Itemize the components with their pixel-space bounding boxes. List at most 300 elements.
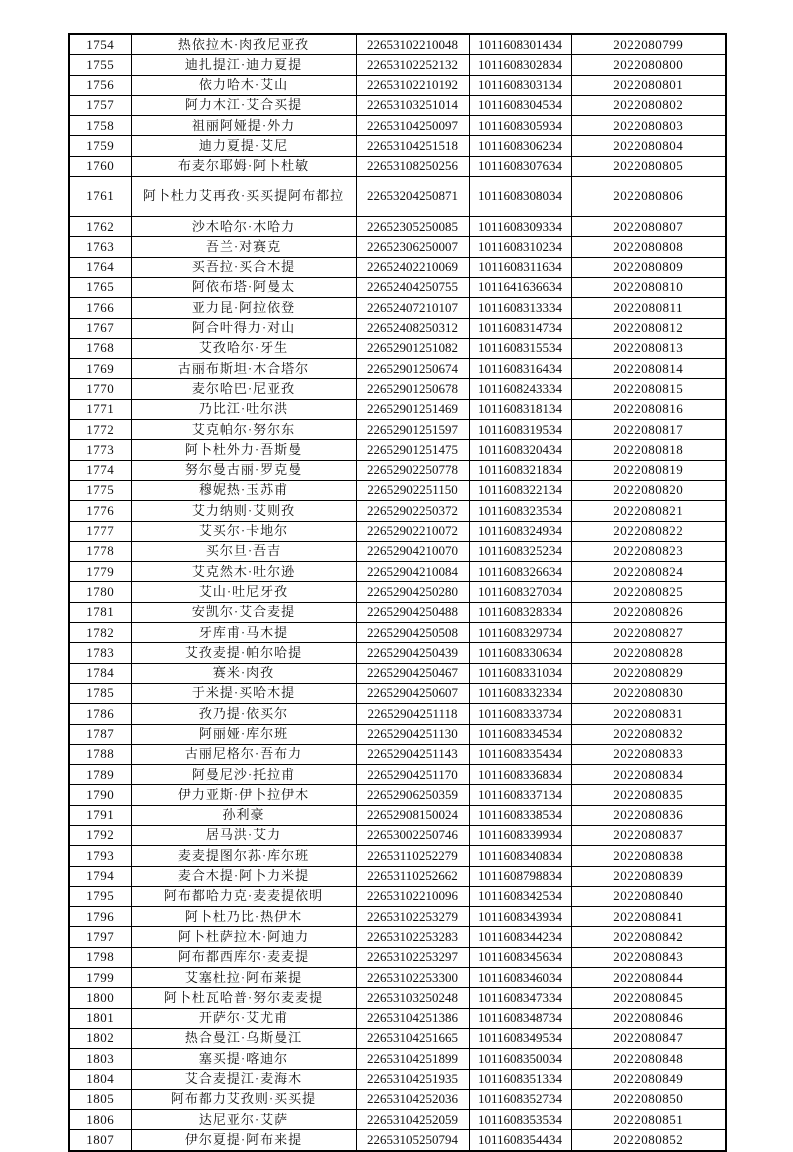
cell-number-b: 1011608342534 — [469, 886, 571, 906]
cell-number-a: 22653103251014 — [356, 95, 469, 115]
cell-number-b: 1011608330634 — [469, 643, 571, 663]
table-row — [69, 95, 726, 115]
cell-number-b: 1011608307634 — [469, 156, 571, 176]
cell-number-b: 1011608353534 — [469, 1110, 571, 1130]
table-row — [69, 623, 726, 643]
cell-number-a: 22653110252662 — [356, 866, 469, 886]
table-row — [69, 886, 726, 906]
cell-number-a: 22652904250508 — [356, 623, 469, 643]
cell-serial: 1795 — [69, 886, 131, 906]
cell-serial: 1799 — [69, 968, 131, 988]
cell-number-c: 2022080835 — [571, 785, 726, 805]
cell-number-c: 2022080816 — [571, 399, 726, 419]
cell-number-a: 22653102253279 — [356, 907, 469, 927]
table-row — [69, 257, 726, 277]
cell-number-b: 1011608315534 — [469, 338, 571, 358]
cell-serial: 1755 — [69, 55, 131, 75]
table-row — [69, 420, 726, 440]
roster-table-body — [69, 34, 726, 1151]
cell-serial: 1804 — [69, 1069, 131, 1089]
cell-number-b: 1011608306234 — [469, 136, 571, 156]
cell-number-b: 1011608331034 — [469, 663, 571, 683]
table-row — [69, 501, 726, 521]
cell-name: 阿卜杜瓦哈普·努尔麦麦提 — [131, 988, 356, 1008]
table-row — [69, 298, 726, 318]
cell-name: 麦合木提·阿卜力米提 — [131, 866, 356, 886]
cell-number-a: 22652305250085 — [356, 217, 469, 237]
cell-number-a: 22653102252132 — [356, 55, 469, 75]
cell-serial: 1760 — [69, 156, 131, 176]
roster-table — [68, 33, 727, 1152]
cell-serial: 1779 — [69, 562, 131, 582]
cell-name: 艾孜哈尔·牙生 — [131, 338, 356, 358]
cell-serial: 1792 — [69, 825, 131, 845]
cell-serial: 1778 — [69, 541, 131, 561]
table-row — [69, 988, 726, 1008]
cell-serial: 1796 — [69, 907, 131, 927]
cell-name: 祖丽阿娅提·外力 — [131, 116, 356, 136]
cell-number-b: 1011608354434 — [469, 1130, 571, 1151]
cell-serial: 1754 — [69, 34, 131, 55]
cell-number-a: 22652902251150 — [356, 480, 469, 500]
cell-number-c: 2022080851 — [571, 1110, 726, 1130]
cell-number-c: 2022080810 — [571, 277, 726, 297]
table-row — [69, 156, 726, 176]
cell-number-a: 22653102253297 — [356, 947, 469, 967]
table-row — [69, 521, 726, 541]
cell-number-c: 2022080813 — [571, 338, 726, 358]
cell-number-b: 1011608329734 — [469, 623, 571, 643]
table-row — [69, 907, 726, 927]
cell-number-a: 22652901250678 — [356, 379, 469, 399]
cell-number-c: 2022080845 — [571, 988, 726, 1008]
cell-number-b: 1011608310234 — [469, 237, 571, 257]
cell-number-a: 22653102210096 — [356, 886, 469, 906]
cell-number-b: 1011608324934 — [469, 521, 571, 541]
cell-number-b: 1011608305934 — [469, 116, 571, 136]
cell-name: 穆妮热·玉苏甫 — [131, 480, 356, 500]
cell-name: 赛米·肉孜 — [131, 663, 356, 683]
table-row — [69, 1130, 726, 1151]
cell-number-a: 22652306250007 — [356, 237, 469, 257]
cell-serial: 1797 — [69, 927, 131, 947]
cell-number-b: 1011608336834 — [469, 765, 571, 785]
cell-number-c: 2022080808 — [571, 237, 726, 257]
cell-number-a: 22653104251518 — [356, 136, 469, 156]
cell-serial: 1775 — [69, 480, 131, 500]
cell-name: 阿卜杜乃比·热伊木 — [131, 907, 356, 927]
cell-number-c: 2022080832 — [571, 724, 726, 744]
cell-number-c: 2022080850 — [571, 1089, 726, 1109]
cell-name: 阿丽娅·库尔班 — [131, 724, 356, 744]
cell-number-b: 1011608328334 — [469, 602, 571, 622]
cell-number-b: 1011608319534 — [469, 420, 571, 440]
table-row — [69, 177, 726, 217]
cell-number-b: 1011608321834 — [469, 460, 571, 480]
cell-name: 艾山·吐尼牙孜 — [131, 582, 356, 602]
cell-serial: 1784 — [69, 663, 131, 683]
cell-number-b: 1011608339934 — [469, 825, 571, 845]
cell-number-c: 2022080829 — [571, 663, 726, 683]
cell-serial: 1757 — [69, 95, 131, 115]
cell-serial: 1758 — [69, 116, 131, 136]
cell-number-a: 22653102253283 — [356, 927, 469, 947]
table-row — [69, 277, 726, 297]
cell-name: 麦尔哈巴·尼亚孜 — [131, 379, 356, 399]
cell-number-c: 2022080849 — [571, 1069, 726, 1089]
cell-serial: 1800 — [69, 988, 131, 1008]
cell-name: 阿力木江·艾合买提 — [131, 95, 356, 115]
cell-name: 亚力昆·阿拉依登 — [131, 298, 356, 318]
cell-number-a: 22653104251386 — [356, 1008, 469, 1028]
cell-name: 阿卜杜力艾再孜·买买提阿布都拉 — [131, 177, 356, 217]
cell-number-a: 22652408250312 — [356, 318, 469, 338]
cell-number-b: 1011608243334 — [469, 379, 571, 399]
cell-name: 艾孜麦提·帕尔哈提 — [131, 643, 356, 663]
cell-name: 迪力夏提·艾尼 — [131, 136, 356, 156]
cell-number-c: 2022080803 — [571, 116, 726, 136]
cell-number-b: 1011608322134 — [469, 480, 571, 500]
cell-number-b: 1011608338534 — [469, 805, 571, 825]
cell-number-a: 22652901250674 — [356, 359, 469, 379]
cell-number-c: 2022080847 — [571, 1028, 726, 1048]
cell-number-a: 22652904250488 — [356, 602, 469, 622]
cell-number-b: 1011608311634 — [469, 257, 571, 277]
table-row — [69, 217, 726, 237]
cell-number-c: 2022080814 — [571, 359, 726, 379]
table-row — [69, 582, 726, 602]
table-row — [69, 704, 726, 724]
cell-name: 牙库甫·马木提 — [131, 623, 356, 643]
table-row — [69, 55, 726, 75]
cell-number-a: 22653104251899 — [356, 1049, 469, 1069]
cell-number-c: 2022080805 — [571, 156, 726, 176]
cell-name: 伊尔夏提·阿布来提 — [131, 1130, 356, 1151]
cell-name: 孜乃提·依买尔 — [131, 704, 356, 724]
cell-name: 热依拉木·肉孜尼亚孜 — [131, 34, 356, 55]
cell-number-b: 1011608302834 — [469, 55, 571, 75]
cell-number-c: 2022080852 — [571, 1130, 726, 1151]
cell-number-c: 2022080833 — [571, 744, 726, 764]
cell-number-b: 1011608318134 — [469, 399, 571, 419]
cell-number-c: 2022080843 — [571, 947, 726, 967]
cell-number-c: 2022080839 — [571, 866, 726, 886]
cell-number-a: 22653104252059 — [356, 1110, 469, 1130]
cell-number-b: 1011608348734 — [469, 1008, 571, 1028]
cell-number-b: 1011641636634 — [469, 277, 571, 297]
cell-serial: 1807 — [69, 1130, 131, 1151]
cell-number-b: 1011608343934 — [469, 907, 571, 927]
cell-name: 于米提·买哈木提 — [131, 683, 356, 703]
cell-number-c: 2022080824 — [571, 562, 726, 582]
cell-number-a: 22653104250097 — [356, 116, 469, 136]
cell-number-a: 22652407210107 — [356, 298, 469, 318]
cell-serial: 1788 — [69, 744, 131, 764]
cell-number-a: 22652904251170 — [356, 765, 469, 785]
cell-name: 吾兰·对赛克 — [131, 237, 356, 257]
cell-number-a: 22652901251475 — [356, 440, 469, 460]
table-row — [69, 75, 726, 95]
table-row — [69, 379, 726, 399]
cell-name: 阿卜杜萨拉木·阿迪力 — [131, 927, 356, 947]
cell-number-c: 2022080840 — [571, 886, 726, 906]
cell-number-c: 2022080800 — [571, 55, 726, 75]
cell-serial: 1770 — [69, 379, 131, 399]
cell-serial: 1777 — [69, 521, 131, 541]
cell-name: 阿依布塔·阿曼太 — [131, 277, 356, 297]
cell-number-c: 2022080842 — [571, 927, 726, 947]
cell-number-a: 22653103250248 — [356, 988, 469, 1008]
cell-number-c: 2022080817 — [571, 420, 726, 440]
cell-name: 艾克然木·吐尔逊 — [131, 562, 356, 582]
cell-number-c: 2022080802 — [571, 95, 726, 115]
table-row — [69, 1089, 726, 1109]
cell-number-c: 2022080825 — [571, 582, 726, 602]
cell-number-a: 22652901251082 — [356, 338, 469, 358]
cell-serial: 1786 — [69, 704, 131, 724]
cell-number-a: 22652904251143 — [356, 744, 469, 764]
cell-name: 居马洪·艾力 — [131, 825, 356, 845]
cell-serial: 1771 — [69, 399, 131, 419]
cell-serial: 1773 — [69, 440, 131, 460]
cell-number-b: 1011608332334 — [469, 683, 571, 703]
cell-number-c: 2022080822 — [571, 521, 726, 541]
cell-serial: 1802 — [69, 1028, 131, 1048]
cell-number-a: 22653102210048 — [356, 34, 469, 55]
cell-number-b: 1011608337134 — [469, 785, 571, 805]
cell-number-c: 2022080812 — [571, 318, 726, 338]
cell-number-b: 1011608314734 — [469, 318, 571, 338]
table-row — [69, 765, 726, 785]
cell-number-a: 22653102210192 — [356, 75, 469, 95]
cell-number-a: 22652404250755 — [356, 277, 469, 297]
cell-name: 麦麦提图尔荪·库尔班 — [131, 846, 356, 866]
cell-serial: 1780 — [69, 582, 131, 602]
cell-name: 达尼亚尔·艾萨 — [131, 1110, 356, 1130]
cell-serial: 1783 — [69, 643, 131, 663]
cell-number-b: 1011608301434 — [469, 34, 571, 55]
cell-name: 孙利豪 — [131, 805, 356, 825]
cell-number-a: 22652904250467 — [356, 663, 469, 683]
cell-name: 沙木哈尔·木哈力 — [131, 217, 356, 237]
cell-name: 艾克帕尔·努尔东 — [131, 420, 356, 440]
cell-serial: 1763 — [69, 237, 131, 257]
cell-number-a: 22652908150024 — [356, 805, 469, 825]
cell-number-c: 2022080834 — [571, 765, 726, 785]
table-row — [69, 541, 726, 561]
cell-serial: 1798 — [69, 947, 131, 967]
table-row — [69, 663, 726, 683]
cell-number-a: 22652402210069 — [356, 257, 469, 277]
cell-name: 艾买尔·卡地尔 — [131, 521, 356, 541]
cell-number-a: 22652902210072 — [356, 521, 469, 541]
table-row — [69, 440, 726, 460]
cell-number-b: 1011608345634 — [469, 947, 571, 967]
cell-number-c: 2022080815 — [571, 379, 726, 399]
cell-name: 依力哈木·艾山 — [131, 75, 356, 95]
cell-serial: 1785 — [69, 683, 131, 703]
cell-number-b: 1011608349534 — [469, 1028, 571, 1048]
cell-serial: 1768 — [69, 338, 131, 358]
cell-number-c: 2022080841 — [571, 907, 726, 927]
table-row — [69, 460, 726, 480]
cell-number-c: 2022080846 — [571, 1008, 726, 1028]
table-row — [69, 1110, 726, 1130]
cell-name: 买吾拉·买合木提 — [131, 257, 356, 277]
cell-number-b: 1011608323534 — [469, 501, 571, 521]
cell-number-b: 1011608333734 — [469, 704, 571, 724]
cell-number-c: 2022080830 — [571, 683, 726, 703]
cell-number-c: 2022080831 — [571, 704, 726, 724]
cell-number-c: 2022080836 — [571, 805, 726, 825]
cell-number-c: 2022080823 — [571, 541, 726, 561]
cell-number-b: 1011608303134 — [469, 75, 571, 95]
cell-number-a: 22652904250280 — [356, 582, 469, 602]
cell-number-a: 22653110252279 — [356, 846, 469, 866]
cell-number-c: 2022080819 — [571, 460, 726, 480]
cell-number-b: 1011608798834 — [469, 866, 571, 886]
cell-number-b: 1011608326634 — [469, 562, 571, 582]
table-row — [69, 683, 726, 703]
cell-number-a: 22652901251597 — [356, 420, 469, 440]
cell-serial: 1805 — [69, 1089, 131, 1109]
cell-serial: 1769 — [69, 359, 131, 379]
cell-number-a: 22653102253300 — [356, 968, 469, 988]
table-row — [69, 602, 726, 622]
table-row — [69, 785, 726, 805]
cell-number-c: 2022080801 — [571, 75, 726, 95]
cell-name: 伊力亚斯·伊卜拉伊木 — [131, 785, 356, 805]
cell-number-a: 22652902250372 — [356, 501, 469, 521]
table-row — [69, 338, 726, 358]
cell-number-b: 1011608340834 — [469, 846, 571, 866]
cell-number-a: 22653104251935 — [356, 1069, 469, 1089]
cell-serial: 1801 — [69, 1008, 131, 1028]
cell-serial: 1806 — [69, 1110, 131, 1130]
cell-name: 努尔曼古丽·罗克曼 — [131, 460, 356, 480]
cell-name: 艾塞杜拉·阿布莱提 — [131, 968, 356, 988]
cell-number-c: 2022080821 — [571, 501, 726, 521]
table-row — [69, 562, 726, 582]
cell-name: 热合曼江·乌斯曼江 — [131, 1028, 356, 1048]
cell-name: 迪扎提江·迪力夏提 — [131, 55, 356, 75]
cell-serial: 1776 — [69, 501, 131, 521]
table-row — [69, 399, 726, 419]
cell-name: 古丽尼格尔·吾布力 — [131, 744, 356, 764]
cell-number-a: 22653104252036 — [356, 1089, 469, 1109]
cell-serial: 1762 — [69, 217, 131, 237]
cell-number-b: 1011608346034 — [469, 968, 571, 988]
cell-number-b: 1011608308034 — [469, 177, 571, 217]
cell-number-a: 22652902250778 — [356, 460, 469, 480]
table-row — [69, 34, 726, 55]
table-row — [69, 136, 726, 156]
table-row — [69, 927, 726, 947]
table-row — [69, 1049, 726, 1069]
cell-number-c: 2022080826 — [571, 602, 726, 622]
cell-serial: 1767 — [69, 318, 131, 338]
table-row — [69, 643, 726, 663]
table-row — [69, 237, 726, 257]
cell-serial: 1791 — [69, 805, 131, 825]
cell-number-c: 2022080844 — [571, 968, 726, 988]
table-row — [69, 480, 726, 500]
table-row — [69, 724, 726, 744]
cell-serial: 1766 — [69, 298, 131, 318]
cell-name: 阿布都力艾孜则·买买提 — [131, 1089, 356, 1109]
cell-number-b: 1011608327034 — [469, 582, 571, 602]
cell-name: 阿合叶得力·对山 — [131, 318, 356, 338]
cell-serial: 1781 — [69, 602, 131, 622]
cell-number-c: 2022080818 — [571, 440, 726, 460]
cell-number-b: 1011608347334 — [469, 988, 571, 1008]
cell-number-c: 2022080837 — [571, 825, 726, 845]
table-row — [69, 968, 726, 988]
cell-serial: 1772 — [69, 420, 131, 440]
table-row — [69, 359, 726, 379]
cell-serial: 1790 — [69, 785, 131, 805]
table-row — [69, 116, 726, 136]
table-row — [69, 825, 726, 845]
table-row — [69, 846, 726, 866]
table-row — [69, 1028, 726, 1048]
cell-number-a: 22652904210084 — [356, 562, 469, 582]
table-row — [69, 1008, 726, 1028]
cell-number-a: 22653104251665 — [356, 1028, 469, 1048]
cell-name: 艾力纳则·艾则孜 — [131, 501, 356, 521]
table-row — [69, 744, 726, 764]
cell-serial: 1782 — [69, 623, 131, 643]
cell-number-c: 2022080838 — [571, 846, 726, 866]
cell-number-a: 22653105250794 — [356, 1130, 469, 1151]
cell-name: 阿布都哈力克·麦麦提依明 — [131, 886, 356, 906]
table-row — [69, 866, 726, 886]
cell-number-b: 1011608309334 — [469, 217, 571, 237]
cell-number-a: 22652904251118 — [356, 704, 469, 724]
table-row — [69, 805, 726, 825]
cell-number-b: 1011608325234 — [469, 541, 571, 561]
cell-number-c: 2022080848 — [571, 1049, 726, 1069]
cell-name: 阿布都西库尔·麦麦提 — [131, 947, 356, 967]
table-row — [69, 1069, 726, 1089]
cell-number-a: 22652904251130 — [356, 724, 469, 744]
cell-number-c: 2022080809 — [571, 257, 726, 277]
cell-number-c: 2022080799 — [571, 34, 726, 55]
cell-name: 买尔旦·吾吉 — [131, 541, 356, 561]
table-row — [69, 947, 726, 967]
cell-name: 塞买提·喀迪尔 — [131, 1049, 356, 1069]
cell-serial: 1759 — [69, 136, 131, 156]
cell-number-b: 1011608313334 — [469, 298, 571, 318]
cell-number-a: 22652904210070 — [356, 541, 469, 561]
cell-number-a: 22652904250439 — [356, 643, 469, 663]
cell-number-c: 2022080820 — [571, 480, 726, 500]
cell-number-c: 2022080811 — [571, 298, 726, 318]
cell-name: 阿曼尼沙·托拉甫 — [131, 765, 356, 785]
cell-name: 古丽布斯坦·木合塔尔 — [131, 359, 356, 379]
cell-number-c: 2022080804 — [571, 136, 726, 156]
cell-number-b: 1011608316434 — [469, 359, 571, 379]
cell-number-b: 1011608352734 — [469, 1089, 571, 1109]
cell-number-b: 1011608335434 — [469, 744, 571, 764]
cell-name: 安凯尔·艾合麦提 — [131, 602, 356, 622]
cell-number-c: 2022080828 — [571, 643, 726, 663]
cell-name: 布麦尔耶姆·阿卜杜敏 — [131, 156, 356, 176]
cell-name: 开萨尔·艾尤甫 — [131, 1008, 356, 1028]
cell-serial: 1803 — [69, 1049, 131, 1069]
cell-serial: 1793 — [69, 846, 131, 866]
cell-serial: 1756 — [69, 75, 131, 95]
